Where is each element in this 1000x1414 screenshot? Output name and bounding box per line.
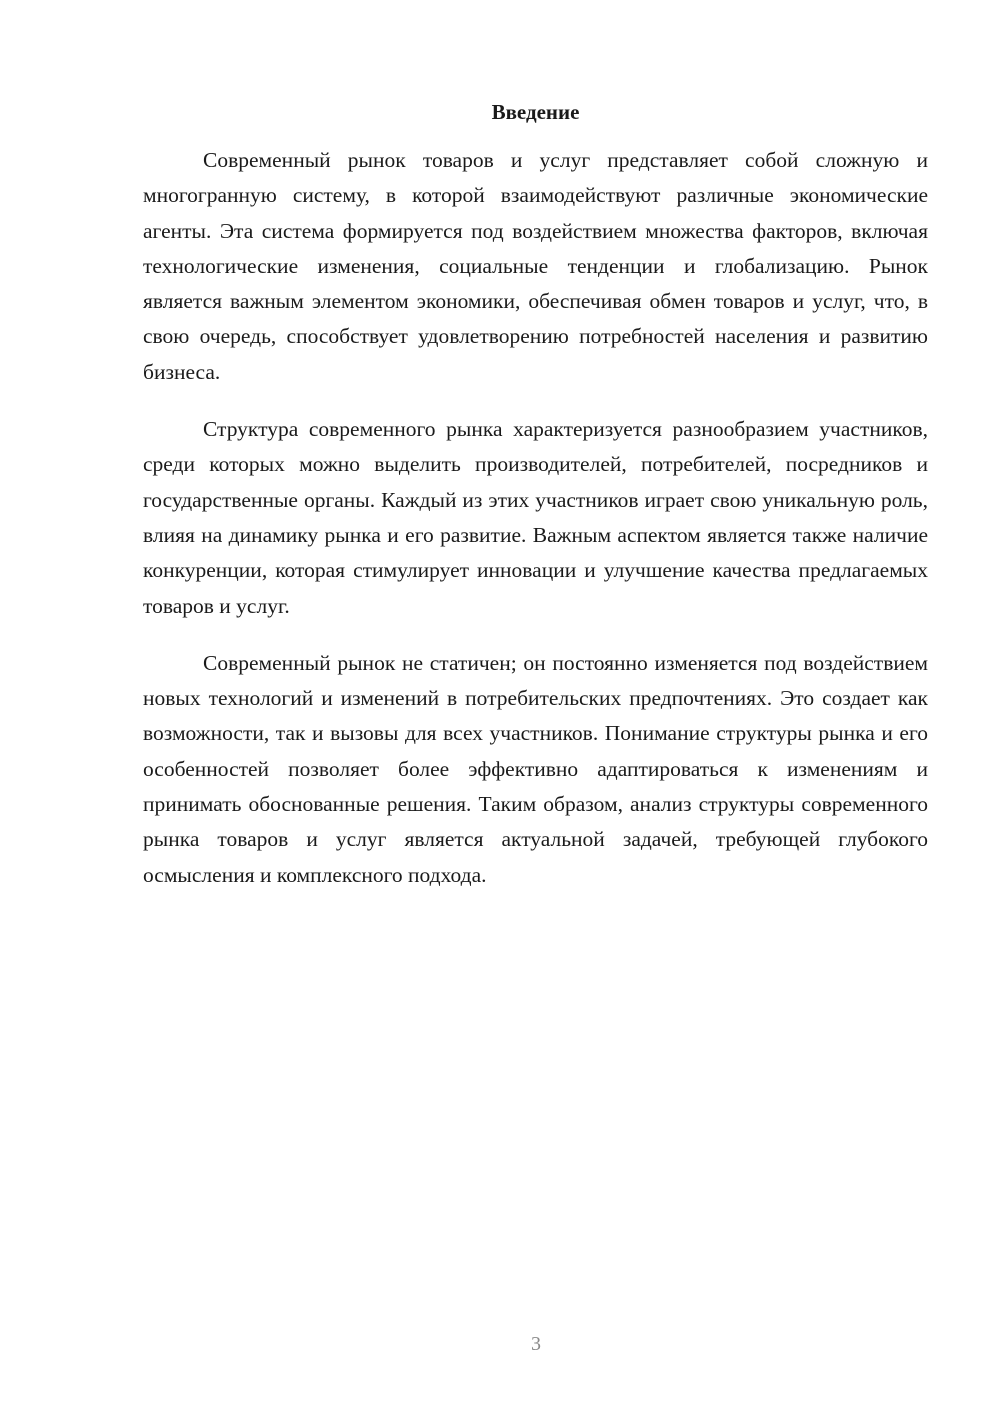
paragraph-2: Структура современного рынка характеризуется разнообразием участников, среди которых можно выделить производителей, потребителей, посредников и государственные органы. Каждый из этих участников играет свою уникальную роль, влияя на динамику рынка и его развитие. Важным аспектом является также наличие конкуренции, которая стимулирует инновации и улучшение качества предлагаемых товаров и услуг. xyxy=(143,417,928,618)
page-number: 3 xyxy=(531,1333,541,1355)
body-text xyxy=(143,143,928,915)
paragraph-1: Современный рынок товаров и услуг представляет собой сложную и многогранную систему, в которой взаимодействуют различные экономические агенты. Эта система формируется под воздействием множества факторов, включая технологические изменения, социальные тенденции и глобализацию. Рынок является важным элементом экономики, обеспечивая обмен товаров и услуг, что, в свою очередь, способствует удовлетворению потребностей населения и развитию бизнеса. xyxy=(143,148,928,384)
paragraph-3: Современный рынок не статичен; он постоянно изменяется под воздействием новых технологий и изменений в потребительских предпочтениях. Это создает как возможности, так и вызовы для всех участников. Понимание структуры рынка и его особенностей позволяет более эффективно адаптироваться к изменениям и принимать обоснованные решения. Таким образом, анализ структуры современного рынка товаров и услуг является актуальной задачей, требующей глубокого осмысления и комплексного подхода. xyxy=(143,650,928,887)
section-heading: Введение xyxy=(491,100,580,124)
